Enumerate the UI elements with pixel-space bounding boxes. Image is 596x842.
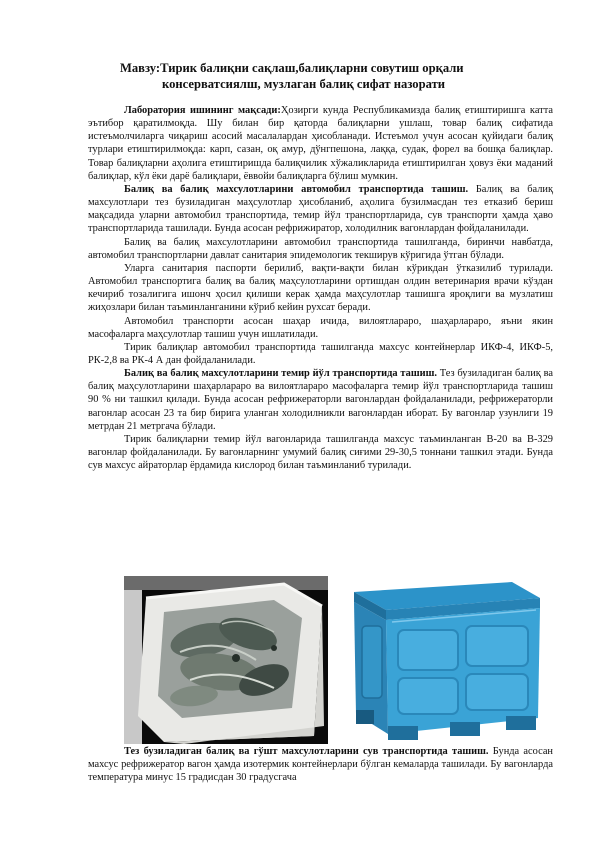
transport-water-section [88,745,553,785]
paragraph-text: Бунда асосан махсус рефрижератор вагон ҳамда изотермик контейнерлари бўлган кемаларда ташилади. Бу вагонларда температура минус 15 градисдан 30 градусгача [88,746,553,784]
paragraph-text: Тез бузиладиган балиқ ва балиқ маҳсулотларини шаҳарлараро ва вилоятлараро масофаларга темир йўл транспортларида ташиш 90 % ни ташкил қилади. Бунда асосан рефрижераторли вагонлардан фойдаланилади, рефрижераторли вагонлар асосан 23 та бир бирига уланган холодилникли вагонлардан иборат. Бу вагонлар узунлиги 19 метрдан 21 метргача бўлади. [88,368,553,432]
paragraph-text: Тирик балиқларни темир йўл вагонларида ташилганда махсус таъминланган В-20 ва В-329 вагонлар фойдаланилади. Бу вагонларнинг умумий балиқ сиғими 29-30,5 тоннани ташкил этади. Бунда сув махсус айраторлар ёрдамида кислород билан таъминланиб турилади. [88,433,553,472]
title-line-2: консерватсиялш, музлаган балиқ сифат назорати [162,77,446,91]
figure-row [124,576,554,744]
title-line-1: Мавзу:Тирик балиқни сақлаш,балиқларни совутиш орқали [120,61,464,75]
paragraph-lead: Лаборатория ишининг мақсади: [124,105,281,116]
paragraph-lead: Балиқ ва балиқ махсулотларини темир йўл транспортида ташиш. [124,368,437,380]
document-body [88,104,553,472]
paragraph-text: Уларга санитария паспорти берилиб, вақти-вақти билан кўрикдан ўтказилиб турилади. Автомобил транспортига балиқ ва балиқ маҳсулотларини ортишдан олдин ветеринария врачи кўздан кечириб тозалигига ишонч ҳосил қилиши керак ҳамда маҳсулотлар ташишга яроқлиги ва музлатиш жиҳозлари билан таъминланганини кўриб кейин рухсат беради. [88,262,553,314]
paragraph-text: Ҳозирги кунда Республикамизда балиқ етиштиришга катта эътибор қаратилмоқда. Шу билан бир қаторда балиқларни ушлаш, товар балиқ сифатида истеъмолчиларга чиқариш асосий масалалардан ҳисобланади. Истеъмол учун асосан қуйидаги балиқ турлари етиштирилмоқда: карп, сазан, оқ амур, дўнгпешона, лаққа, судак, форел ва бошқа балиқлар. Товар балиқларни аҳолига етиштиришда балиқчилик хўжаликларида етиштирилган ҳовуз ёки маданий балиқлар, кўл ёки дарё балиқлари, ёввойи балиқларга бўлиш мумкин. [88,105,553,182]
paragraph-text: Автомобил транспорти асосан шаҳар ичида, вилоятлараро, шаҳарлараро, яъни якин масофаларга маҳсулотлар ташиш учун ишлатилади. [88,315,553,340]
paragraph [88,367,553,433]
paragraph-lead: Тез бузиладиган балиқ ва гўшт махсулотларини сув транспортида ташиш. [124,746,489,757]
paragraph-lead: Балиқ ва балиқ махсулотларини автомобил транспортида ташиш. [124,183,469,195]
document-title [120,60,540,92]
paragraph [88,104,553,183]
paragraph-text: Балиқ ва балиқ махсулотларини автомобил транспортида ташилганда, биринчи навбатда, автомобил транспортларни давлат санитария эпидемологик текширув кўригида ўтган бўлади. [88,236,553,261]
fish-styrofoam-box-photo [124,576,328,744]
blue-isothermal-container-photo [336,576,544,744]
paragraph [88,433,553,472]
paragraph [88,341,553,367]
paragraph [88,315,553,341]
paragraph-text: Балиқ ва балиқ махсулотлари тез бузиладиган маҳсулотлар ҳисобланиб, аҳолига бузилмасдан тез етказиб бериш мақсадида уларни автомобил транспортида, темир йўл транспортларида, сув транспорти ҳамда ҳаво транспортларида ташилади. Бунда асосан рефрижиратор, холодилник вагонлардан фойдаланилади. [88,183,553,235]
paragraph [88,262,553,315]
paragraph [88,745,553,785]
paragraph [88,183,553,236]
paragraph [88,236,553,262]
paragraph-text: Тирик балиқлар автомобил транспортида ташилганда махсус контейнерлар ИКФ-4, ИКФ-5, РК-2,8 ва РК-4 А дан фойдаланилади. [88,341,553,366]
